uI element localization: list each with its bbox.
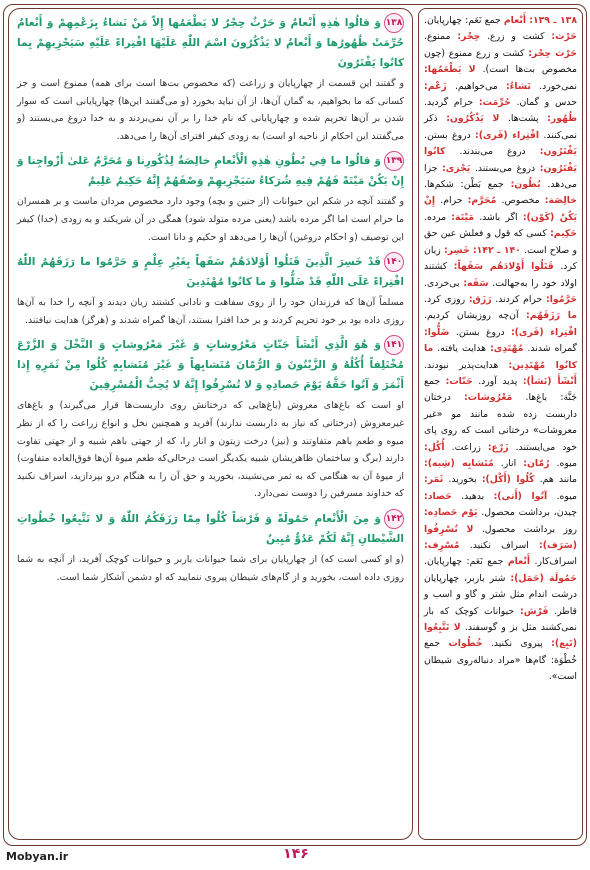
verse-arabic-text: وَ قالُوا هٰذِهِ أَنْعامٌ وَ حَرْثٌ حِجْرٌ لا يَطْعَمُها إِلاّ مَنْ نَشاءُ بِزَعْمِهِمْ وَ أَنْعامٌ حُرِّمَتْ ظُهُورُها وَ أَنْعامٌ لا يَذْكُرُونَ اسْمَ اللّٰهِ عَلَيْهَا افْتِراءً عَلَيْهِ سَيَجْزِيهِمْ بِما كانُوا يَفْتَرُونَ: [17, 17, 404, 69]
gloss-definition: پدید آورد.: [478, 375, 518, 387]
gloss-definition: بخورید.: [448, 474, 477, 486]
gloss-word: زَعْم:: [424, 80, 447, 92]
gloss-definition: بی‌خردی.: [424, 277, 460, 289]
verse-arabic: [17, 13, 404, 73]
gloss-word: أَنْعام: [503, 15, 527, 26]
verse-arabic: [17, 151, 404, 191]
gloss-word: حَصاد:: [424, 490, 452, 502]
gloss-definition: میوه.: [556, 490, 577, 502]
gloss-definition: میوه.: [556, 457, 577, 469]
gloss-word: حَرْث:: [551, 31, 577, 43]
gloss-definition: دروغ بستن.: [424, 129, 471, 141]
verse-arabic-text: قَدْ خَسِرَ الَّذِينَ قَتَلُوا أَوْلادَهُمْ سَفَهاً بِغَيْرِ عِلْمٍ وَ حَرَّمُوا ما رَزَقَهُمُ اللّٰهُ افْتِراءً عَلَى اللّٰهِ قَدْ ضَلُّوا وَ ما كانُوا مُهْتَدِينَ: [17, 256, 404, 289]
verse-arabic: [17, 252, 404, 292]
gloss-definition: مرده.: [424, 211, 447, 223]
gloss-definition: جمع جَنَّة: باغ‌ها.: [424, 375, 577, 404]
gloss-word: حَرَّمُوا:: [546, 293, 577, 305]
verse-range-label: ۱۴۰ ـ ۱۴۲:: [472, 244, 521, 256]
gloss-word: حِجْر:: [457, 31, 481, 43]
verses-panel: [8, 8, 413, 840]
gloss-definition: زیان کرد.: [424, 244, 577, 273]
gloss-definition: شتر باربر، چهارپایان درشت اندام مثل شتر و گاو و اسب و قاطر.: [424, 572, 577, 617]
gloss-word: لا يَطْعَمُها:: [424, 64, 476, 76]
verse-number-badge: ۱۴۲: [384, 509, 404, 529]
gloss-word: مَيْتَة:: [451, 211, 474, 223]
gloss-word: أَنْعام: [507, 556, 531, 568]
gloss-definition: پشت‌ها.: [507, 113, 539, 125]
verse-arabic-text: وَ هُوَ الَّذِي أَنْشَأَ جَنّاتٍ مَعْرُوشاتٍ وَ غَيْرَ مَعْرُوشاتٍ وَ النَّخْلَ وَ الزَّرْعَ مُخْتَلِفاً أُكُلُهُ وَ الزَّيْتُونَ وَ الرُّمّانَ مُتَشابِهاً وَ غَيْرَ مُتَشابِهٍ كُلُوا مِنْ ثَمَرِهِ إِذا أَثْمَرَ وَ آتُوا حَقَّهُ يَوْمَ حَصادِهِ وَ لا تُسْرِفُوا إِنَّهُ لا يُحِبُّ الْمُسْرِفِينَ: [17, 339, 404, 392]
gloss-word: يَفْتَرُون:: [539, 146, 577, 158]
gloss-word: كانُوا يَفْتَرُون:: [424, 146, 577, 174]
gloss-word: فَرْش:: [519, 605, 549, 617]
gloss-word: حَكِيم:: [550, 228, 577, 240]
gloss-definition: پیروی نکنید.: [490, 638, 543, 650]
verse-arabic-text: وَ قالُوا ما فِي بُطُونِ هٰذِهِ الْأَنْعامِ خالِصَةٌ لِذُكُورِنا وَ مُحَرَّمٌ عَلىٰ أَزْواجِنا وَ إِنْ يَكُنْ مَيْتَةً فَهُمْ فِيهِ شُرَكاءُ سَيَجْزِيهِمْ وَصْفَهُمْ إِنَّهُ حَكِيمٌ عَلِيمٌ: [17, 155, 404, 188]
gloss-word: زَرْع:: [487, 441, 509, 453]
verse-number-badge: ۱۴۱: [384, 335, 404, 355]
gloss-word: رَزَق:: [468, 293, 492, 305]
gloss-word: نَشاءُ:: [505, 80, 531, 92]
verse-block: [17, 335, 404, 503]
gloss-word: ما رَزَقَهُم:: [526, 310, 577, 322]
verse-translation: او است که باغ‌های معروش (باغ‌هایی که درختانش روی داربست‌ها قرار می‌گیرند) و باغ‌های غیرمعروش (درختانی که نیاز به داربست ندارند) آفرید و همچنین نخل و انواع زراعت را که از نظر میوه و طعم باهم متفاوتند و (نیز) درخت زیتون و انار را، که از جهتی باهم شبیه و از جهتی تفاوت دارند (برگ و ساختمان ظاهریشان شبیه یکدیگر است درحالی‌که طعم میوهٔ آن‌ها فوق‌العاده متفاوت) از میوهٔ آن به هنگامی که به ثمر می‌نشیند، بخورید و حق آن را به هنگام درو بپردازید، اسراف نکنید که خداوند مسرفین را دوست نمی‌دارد.: [17, 400, 404, 500]
gloss-word: ما كانُوا مُهْتَدِين:: [424, 343, 577, 371]
glossary-text: [424, 13, 577, 686]
gloss-word: حَمُولَة (حَمَل):: [510, 572, 577, 584]
gloss-definition: نمی‌خورد.: [539, 80, 577, 92]
gloss-definition: آن‌چه روزیشان کردیم.: [424, 310, 519, 322]
gloss-word: مُهْتَدِى:: [490, 343, 524, 355]
verse-arabic: [17, 509, 404, 549]
verse-translation: و گفتند این قسمت از چهارپایان و زراعت (که مخصوص بت‌ها است برای همه) ممنوع است و جز کسانی که ما بخواهیم، به گمان آن‌ها، از آن نباید بخورد (و می‌گفتند این‌ها) چهارپایانی است که سوار شدن بر آن‌ها تحریم شده و چهارپایانی که نام خدا را بر آن نمی‌بردند و به خدا دروغ می‌بستند (و می‌گفتند این احکام از ناحیه او است) به زودی کیفر افترای آن‌ها را می‌دهد.: [17, 78, 404, 142]
gloss-word: جَنّات:: [445, 375, 473, 387]
gloss-word: آتُوا (أَتى):: [493, 490, 548, 502]
gloss-word: ظُهُور:: [547, 113, 577, 125]
gloss-definition: دروغ بستن.: [455, 326, 505, 338]
gloss-definition: دروغ می‌بستند.: [474, 162, 536, 174]
verse-arabic: [17, 335, 404, 395]
glossary-panel: [418, 8, 583, 840]
gloss-definition: اسراف‌کار.: [534, 556, 577, 568]
gloss-word: ضَلُّوا:: [424, 326, 450, 338]
gloss-word: خالِصَة:: [544, 195, 577, 207]
gloss-word: رُمّان:: [523, 457, 550, 469]
gloss-word: حُرِّمَت:: [478, 97, 511, 109]
gloss-word: يَجْزى:: [442, 162, 471, 174]
gloss-definition: حدس و گمان.: [516, 97, 577, 109]
gloss-word: لا يَذْكُرُون:: [446, 113, 500, 125]
gloss-word: سَفَه:: [463, 277, 489, 289]
gloss-word: مُسْرِف:: [424, 540, 460, 551]
gloss-word: أُكُل:: [424, 441, 445, 453]
verse-block: [17, 252, 404, 329]
gloss-definition: بدهید.: [461, 490, 485, 502]
gloss-word: حَرْث حِجْر:: [528, 47, 577, 59]
gloss-definition: انار.: [500, 457, 517, 469]
gloss-definition: روزی کرد.: [424, 293, 466, 305]
gloss-definition: کشتند اولاد خود را به‌جهالت.: [424, 261, 577, 289]
gloss-word: خُطُوات: [448, 638, 483, 650]
verse-translation: و گفتند آنچه در شکم این حیوانات (از جنین و بچه) وجود دارد مخصوص مردان ماست و بر همسران ما حرام است اما اگر مرده باشد (یعنی مرده متولد شود) همگی در آن شریکند و به زودی (خدا) کیفر این توصیف (و احکام دروغین) آن‌ها را می‌دهد او حکیم و دانا است.: [17, 196, 404, 243]
gloss-word: بُطُون:: [510, 179, 541, 191]
gloss-definition: جمع بَطْن: شکم‌ها.: [424, 179, 504, 191]
gloss-word: مُحَرَّم:: [467, 195, 497, 207]
verse-translation: مسلماً آن‌ها که فرزندان خود را از روی سفاهت و نادانی کشتند زیان دیدند و آنچه را خدا به آن‌ها روزی داده بود بر خود تحریم کردند و بر خدا افترا بستند، آن‌ها گمراه شدند و (هرگز) هدایت نیافتند.: [17, 297, 404, 326]
gloss-definition: درختان داربست زده شده مانند مو «غیر معروشات» درختانی است که روی پای خود می‌ایستند.: [424, 392, 577, 453]
gloss-definition: گمراه شدند.: [527, 343, 577, 355]
gloss-definition: حیوانات کوچک که بار نمی‌کشند مثل بز و گوسفند.: [424, 605, 577, 634]
verse-number-badge: ۱۴۰: [384, 252, 404, 272]
gloss-definition: جمع نَعَم: چهارپایان.: [424, 15, 501, 26]
verse-block: [17, 509, 404, 586]
gloss-definition: جمع نَعَم: چهارپایان.: [424, 556, 504, 568]
gloss-definition: حرام.: [440, 195, 463, 207]
verse-number-badge: ۱۳۹: [384, 151, 404, 171]
gloss-definition: جزا می‌دهد.: [424, 162, 577, 191]
gloss-definition: اسراف نکنید.: [469, 540, 529, 551]
gloss-word: افْتِراء (فَرى):: [475, 129, 540, 141]
gloss-definition: جمع خُطْوَة: گام‌ها «مراد دنباله‌روی شیطان است».: [424, 638, 577, 683]
gloss-word: لا تَتَّبِعُوا (تَبِع):: [424, 622, 577, 650]
verse-range-label: ۱۳۸ ـ ۱۳۹:: [529, 15, 577, 26]
verse-block: [17, 13, 404, 145]
gloss-definition: مانند هم.: [539, 474, 577, 486]
gloss-word: مُتَشابِه (شِبه):: [424, 457, 494, 469]
gloss-definition: روز برداشت محصول.: [481, 523, 577, 535]
gloss-definition: حرام گردید.: [424, 97, 474, 109]
gloss-definition: زراعت.: [451, 441, 481, 453]
gloss-definition: چیدن، برداشت محصول.: [481, 507, 577, 519]
gloss-definition: اگر باشد.: [479, 211, 518, 223]
gloss-word: أَنْشَأَ (نَشأ):: [522, 375, 577, 387]
gloss-definition: هدایت یافته.: [437, 343, 487, 355]
gloss-definition: هدایت‌پذیر نبودند.: [424, 359, 499, 371]
gloss-definition: کشت و زرع.: [487, 31, 545, 43]
gloss-definition: کشت و زرع ممنوع (چون مخصوص بت‌ها است).: [424, 47, 577, 76]
gloss-word: مَعْرُوشات:: [464, 392, 513, 404]
gloss-word: ثَمَر:: [424, 474, 444, 486]
gloss-word: يَوْم حَصادِه:: [424, 507, 478, 519]
gloss-definition: حرام کردند.: [495, 293, 543, 305]
gloss-definition: دروغ می‌بندند.: [459, 146, 526, 158]
gloss-definition: کسی که قول و فعلش عین حق و صلاح است.: [424, 228, 577, 256]
verse-arabic-text: وَ مِنَ الْأَنْعامِ حَمُولَةً وَ فَرْشاً كُلُوا مِمّا رَزَقَكُمُ اللّٰهُ وَ لا تَتَّبِعُوا خُطُواتِ الشَّيْطانِ إِنَّهُ لَكُمْ عَدُوٌّ مُبِينٌ: [17, 512, 404, 545]
verse-number-badge: ۱۳۸: [384, 13, 404, 33]
gloss-definition: ذکر نمی‌کنند.: [424, 113, 577, 141]
gloss-word: افْتِراء (فَرى):: [510, 326, 577, 338]
gloss-word: لا تُسْرِفُوا (سَرَف):: [424, 523, 577, 551]
gloss-word: إِنْ يَكُنْ (كَوْن):: [424, 195, 577, 223]
verse-block: [17, 151, 404, 246]
gloss-word: كُلُوا (أَكْل):: [481, 474, 535, 486]
site-watermark: Mobyan.ir: [6, 850, 69, 863]
gloss-definition: مخصوص.: [501, 195, 540, 207]
gloss-definition: ممنوع.: [424, 31, 451, 43]
page-number: ۱۴۶: [283, 846, 309, 862]
gloss-word: قَتَلُوا أَوْلادَهُم سَفَهاً:: [453, 261, 554, 273]
gloss-word: خَسِر:: [443, 244, 470, 256]
verse-translation: (و او کسی است که) از چهارپایان برای شما حیوانات باربر و حیوانات کوچک آفرید، از آنچه به شما روزی داده است، بخورید و از گام‌های شیطان پیروی ننمایید که او دشمن آشکار شما است.: [17, 553, 404, 583]
gloss-definition: می‌خواهیم.: [454, 80, 498, 92]
